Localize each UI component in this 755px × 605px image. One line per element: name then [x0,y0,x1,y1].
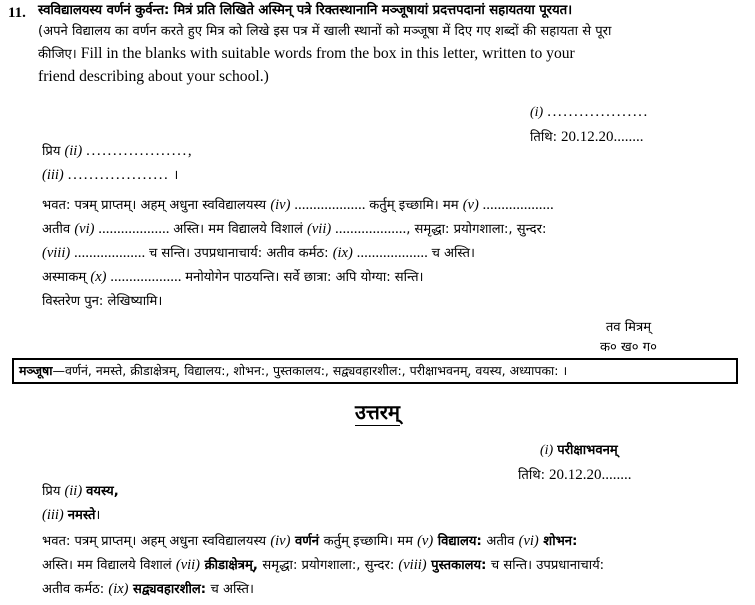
question-text-segment: (x) [90,269,107,285]
question-text-line [42,293,752,309]
question-text-segment: अतीव [42,222,75,237]
roman-numeral-i: (i) [530,105,544,120]
answer-letter-body [42,483,752,605]
danda-mark: । [173,168,179,183]
answer-text-segment: विद्यालय: [433,534,487,549]
manjusha-dash: — [52,363,65,378]
instruction-mixed-line [38,42,750,66]
answer-salutation-priya: प्रिय [42,484,61,499]
question-sanskrit-text: स्वविद्यालयस्य वर्णनं कुर्वन्त: मित्रं प्रति लिखिते अस्मिन् पत्रे रिक्तस्थानानि मञ्जूषायां प्रदत्तपदानां सहायतया पूरयत। [38,3,573,18]
question-text-line [42,221,752,237]
instruction-english-line-1: Fill in the blanks with suitable words from the box in this letter, written to your [80,45,575,63]
question-text-segment: ................... [352,245,432,261]
question-text-segment: ................... [94,221,174,237]
instruction-hindi-line-1: (अपने विद्यालय का वर्णन करते हुए मित्र को लिखे इस पत्र में खाली स्थानों को मञ्जूषा में दिए गए शब्दों की सहायता से पूरा [38,23,612,39]
answer-address-line-1 [540,438,632,463]
answer-text-segment: वर्णनं [290,534,324,549]
question-text-segment: (vi) [74,221,95,237]
question-number: 11. [8,5,26,21]
question-text-segment: (viii) [42,245,71,261]
question-salutation-line-2 [42,167,752,183]
instruction-hindi-line-2: कीजिए। [38,47,77,63]
answer-text-segment: भवत: पत्रम् प्राप्तम्। अहम् अधुना स्वविद्यालयस्य [42,534,271,549]
answer-text-segment: (viii) [398,557,427,573]
question-text-segment: ................... [331,221,407,237]
question-block [8,4,750,88]
answer-text-segment: च अस्ति। [210,582,254,597]
answer-paragraph-lines [42,533,752,597]
answer-text-segment: च सन्ति। उपप्रधानाचार्य: [490,558,605,573]
answer-roman-numeral-ii: (ii) [64,483,83,499]
answer-text-segment: समृद्धा: प्रयोगशाला:, सुन्दर: [262,558,399,573]
question-text-segment: , समृद्धा: प्रयोगशाला:, सुन्दर: [406,222,547,237]
question-text-segment: अस्ति। मम विद्यालये विशालं [173,222,308,237]
blank-dots-iii: ................... [67,167,170,183]
manjusha-words: वर्णनं, नमस्ते, क्रीडाक्षेत्रम्, विद्यालय:, शोभन:, पुस्तकालय:, सद्व्यवहारशील:, परीक्षाभवनम्, वयस्य, अध्यापका: । [64,363,568,378]
roman-numeral-iii: (iii) [42,167,64,183]
answer-text-segment: (vi) [518,533,539,549]
manjusha-word-box [12,358,738,384]
answer-salutation-line [42,483,752,499]
question-text-segment: ................... [106,269,186,285]
salutation-priya: प्रिय [42,144,61,159]
answer-value-i: परीक्षाभवनम् [557,443,618,458]
blank-dots-i: ................... [547,104,649,120]
answer-text-segment: अतीव [486,534,519,549]
question-address-line-1 [530,100,649,125]
instruction-english-line-2: friend describing about your school.) [38,68,269,86]
question-text-segment: च सन्ति। उपप्रधानाचार्य: अतीव कर्मठ: [148,246,333,261]
question-text-line [42,197,752,213]
question-letter-body [42,143,752,317]
answer-text-segment: (vii) [175,557,201,573]
answer-danda-mark: । [95,508,101,523]
answer-text-segment: कर्तुम् इच्छामि। मम [323,534,418,549]
answer-text-line [42,581,752,597]
blank-dots-ii: ................... [86,143,188,159]
answer-roman-numeral-i: (i) [540,443,554,458]
answer-address-block [518,438,632,488]
answer-text-segment: क्रीडाक्षेत्रम्, [200,558,263,573]
answer-text-segment: अतीव कर्मठ: [42,582,109,597]
answer-text-segment: सद्व्यवहारशील: [128,582,211,597]
question-text-segment: (vii) [307,221,332,237]
answer-roman-numeral-iii: (iii) [42,507,64,523]
question-text-segment: भवत: पत्रम् प्राप्तम्। अहम् अधुना स्वविद्यालयस्य [42,198,271,213]
manjusha-content [19,364,731,377]
question-text-segment: (v) [462,197,479,213]
question-closing-block [600,318,657,357]
answer-value-iii: नमस्ते [67,508,96,523]
question-salutation-line [42,143,752,159]
question-text-segment: ................... [290,197,370,213]
answer-date-value: 20.12.20........ [549,466,632,483]
question-text-segment: च अस्ति। [431,246,475,261]
question-text-line [42,269,752,285]
question-paragraph-lines [42,197,752,309]
answer-salutation-line-2 [42,507,752,523]
question-text-segment: मनोयोगेन पाठयन्ति। सर्वे छात्रा: अपि योग्या: सन्ति। [185,270,424,285]
answer-text-segment: शोभन: [538,534,578,549]
answer-date-label: तिथि: [518,467,546,483]
answer-text-segment: (ix) [108,581,129,597]
question-text-segment: विस्तरेण पुन: लेखिष्यामि। [42,294,163,309]
manjusha-label: मञ्जूषा [19,363,53,378]
answer-text-line [42,557,752,573]
question-text-segment: ................... [70,245,149,261]
answer-heading-text: उत्तरम् [355,400,400,424]
question-text-line [42,245,752,261]
question-text-segment: (ix) [332,245,353,261]
question-text-segment: ................... [478,197,554,213]
answer-text-segment: अस्ति। मम विद्यालये विशालं [42,558,176,573]
question-text-segment: अस्माकम् [42,270,91,285]
question-text-segment: (iv) [270,197,291,213]
salutation-comma: , [187,143,192,159]
answer-heading [0,398,755,425]
roman-numeral-ii: (ii) [64,143,83,159]
answer-value-ii: वयस्य, [86,484,119,499]
closing-line-1: तव मित्रम् [605,320,652,335]
date-label: तिथि: [530,129,558,145]
answer-text-segment: पुस्तकालय: [426,558,491,573]
answer-text-line [42,533,752,549]
date-value: 20.12.20........ [561,128,644,145]
closing-line-2: क० ख० ग० [600,339,657,355]
answer-text-segment: (iv) [270,533,291,549]
question-text-segment: कर्तुम् इच्छामि। मम [369,198,463,213]
answer-text-segment: (v) [417,533,434,549]
